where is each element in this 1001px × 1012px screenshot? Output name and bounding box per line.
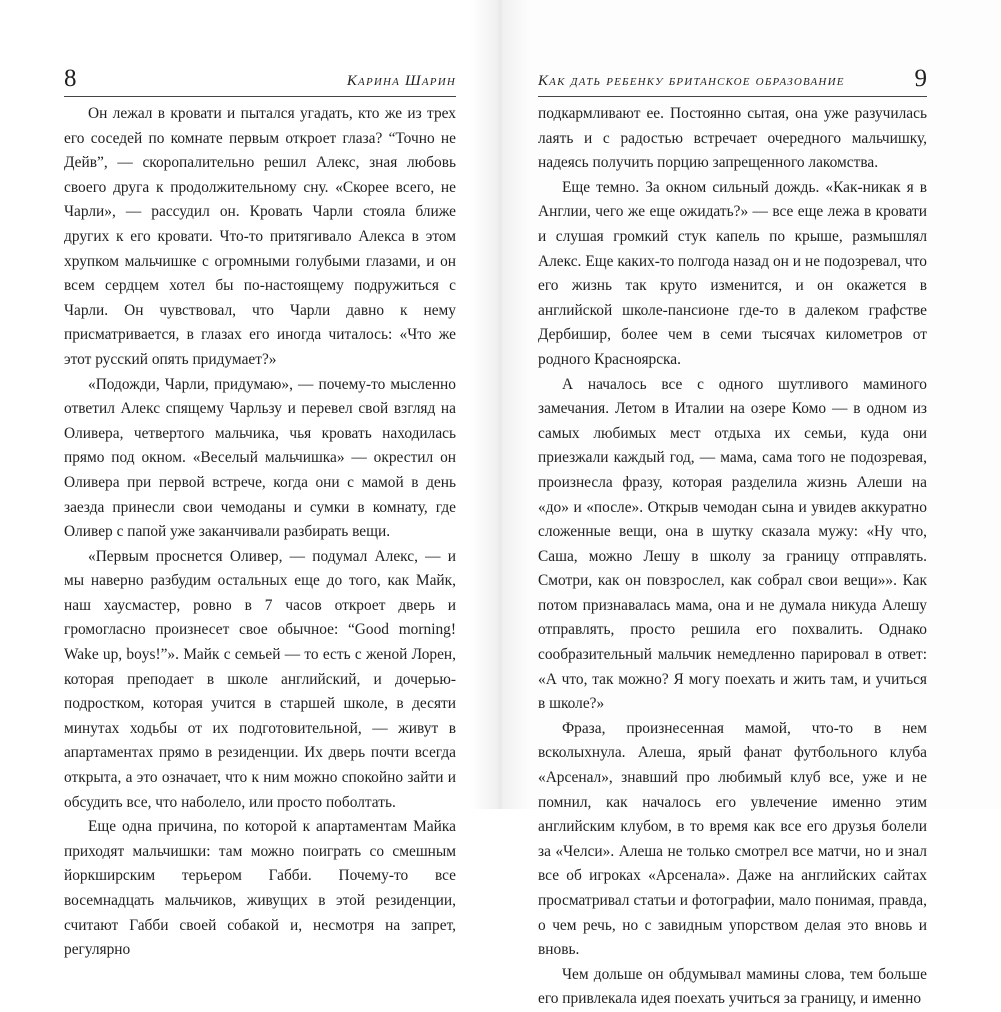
- right-page-text: [538, 102, 927, 1012]
- right-page-header: [538, 62, 927, 97]
- paragraph: Он лежал в кровати и пытался угадать, кто же из трех его соседей по комнате первым откроет глаза? “Точно не Дейв”, — скоропалительно решил Алекс, зная любовь своего друга к продолжительному сну. «Скорее всего, не Чарли», — рассудил он. Кровать Чарли стояла ближе других к его кровати. Что-то притягивало Алекса в этом хрупком мальчишке с огромными голубыми глазами, и он всем сердцем хотел бы по-настоящему подружиться с Чарли. Он чувствовал, что Чарли давно к нему присматривается, в глазах его иногда читалось: «Что же этот русский опять придумает?»: [64, 105, 456, 368]
- right-page: [500, 0, 1001, 1008]
- paragraph: «Подожди, Чарли, придумаю», — почему-то мысленно ответил Алекс спящему Чарльзу и перевел свой взгляд на Оливера, четвертого мальчика, чья кровать находилась прямо под окном. «Веселый мальчишка» — окрестил он Оливера при первой встрече, когда они с мамой в день заезда принесли свои чемоданы и сумки в комнату, где Оливер с папой уже заканчивали разбирать вещи.: [64, 375, 456, 541]
- left-page-header: [64, 62, 456, 97]
- running-head-author: Карина Шарин: [346, 73, 456, 89]
- page-number: 9: [914, 65, 927, 92]
- paragraph-continuation: подкармливают ее. Постоянно сытая, она уже разучилась лаять и с радостью встречает очередного мальчишку, надеясь получить порцию запрещенного лакомства.: [538, 105, 927, 172]
- paragraph: Фраза, произнесенная мамой, что-то в нем всколыхнула. Алеша, ярый фанат футбольного клуба «Арсенал», знавший про любимый клуб все, уже и не помнил, как началось его увлечение именно этим английским клубом, в то время как все его друзья болели за «Челси». Алеша не только смотрел все матчи, но и знал все об игроках «Арсенала». Даже на английских сайтах просматривал статьи и фотографии, мало понимая, правда, о чем речь, но с завидным упорством делая это вновь и вновь.: [538, 719, 927, 959]
- paragraph: А началось все с одного шутливого маминого замечания. Летом в Италии на озере Комо — в одном из самых любимых мест отдыха их семьи, куда они приезжали каждый год, — мама, сама того не подозревая, произнесла фразу, которая разделила жизнь Алеши на «до» и «после». Открыв чемодан сына и увидев аккуратно сложенные вещи, она в шутку сказала мужу: «Ну что, Саша, можно Лешу в школу за границу отправлять. Смотри, как он повзрослел, как собрал свои вещи»». Как потом признавалась мама, она и не думала никуда Алешу отправлять, просто решила его похвалить. Однако сообразительный мальчик немедленно парировал в ответ: «А что, так можно? Я могу поехать и жить там, и учиться в школе?»: [538, 375, 927, 713]
- left-page-text: [64, 102, 456, 963]
- left-page: [0, 0, 500, 959]
- paragraph: «Первым проснется Оливер, — подумал Алекс, — и мы наверно разбудим остальных еще до того, как Майк, наш хаусмастер, ровно в 7 часов откроет дверь и громогласно произнесет свое обычное: “Good morning! Wake up, boys!”». Майк с семьей — то есть с женой Лорен, которая преподает в школе английский, и дочерью-подростком, которая учится в старшей школе, в десяти минутах ходьбы от их подготовительной, — живут в апартаментах прямо в резиденции. Их дверь почти всегда открыта, а это означает, что к ним можно спокойно зайти и обсудить все, что наболело, или просто поболтать.: [64, 547, 456, 811]
- page-number: 8: [64, 65, 77, 92]
- paragraph: Еще темно. За окном сильный дождь. «Как-никак я в Англии, чего же еще ожидать?» — все еще лежа в кровати и слушая громкий стук капель по крыше, размышлял Алекс. Еще каких-то полгода назад он и не подозревал, что его жизнь так круто изменится, и он окажется в английской школе-пансионе где-то в далеком графстве Дербишир, более чем в семи тысячах километров от родного Красноярска.: [538, 178, 927, 368]
- running-head-title: Как дать ребенку британское образование: [538, 73, 845, 89]
- paragraph: Чем дольше он обдумывал мамины слова, тем больше его привлекала идея поехать учиться за границу, и именно: [538, 965, 927, 1008]
- paragraph: Еще одна причина, по которой к апартаментам Майка приходят мальчишки: там можно поиграть со смешным йоркширским терьером Габби. Почему-то все восемнадцать мальчиков, живущих в этой резиденции, считают Габби своей собакой и, несмотря на запрет, регулярно: [64, 818, 456, 959]
